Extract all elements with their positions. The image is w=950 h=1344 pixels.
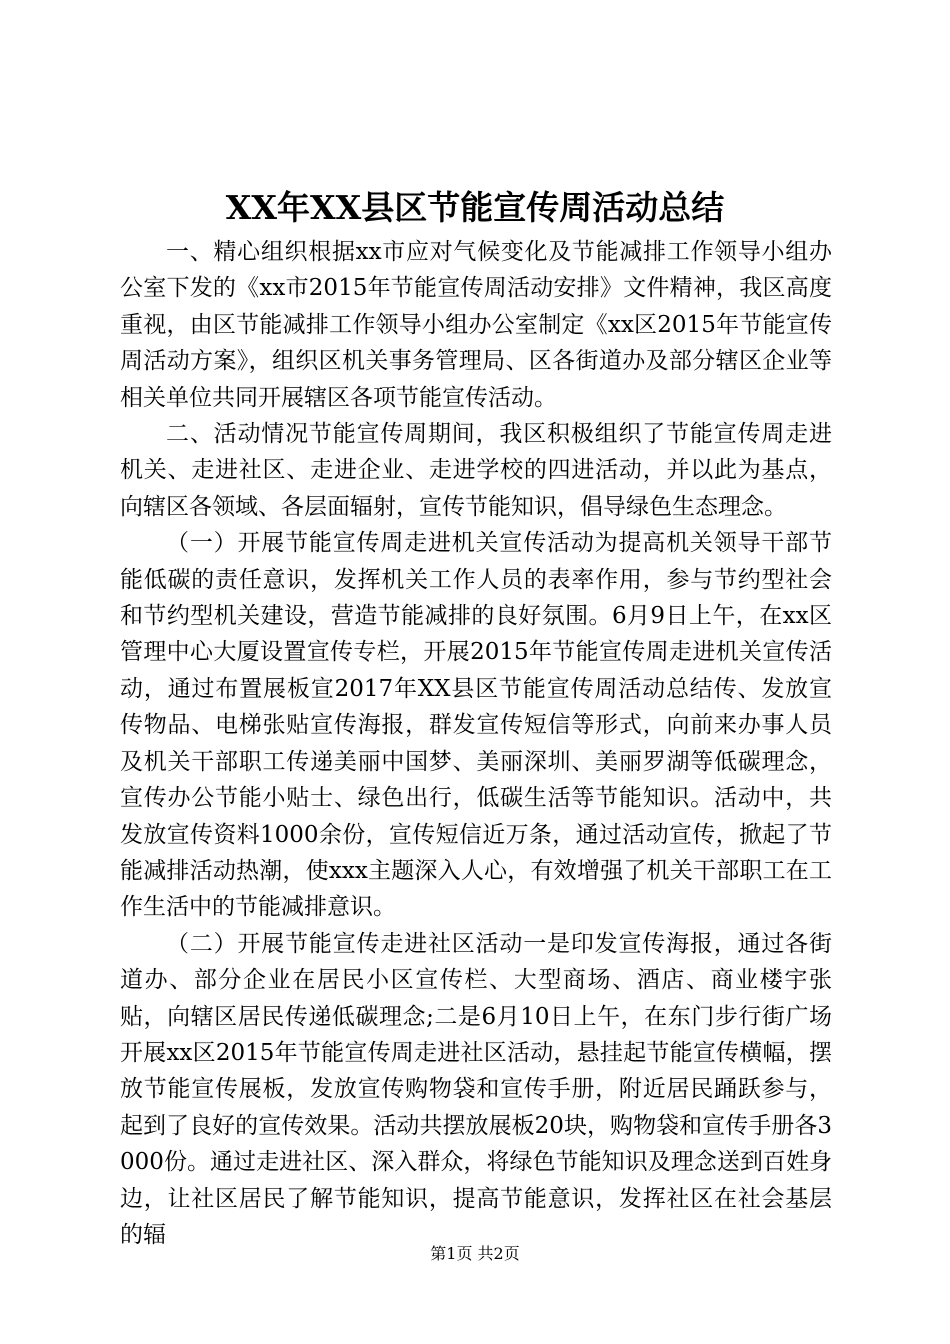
paragraph-agency-campaign: （一）开展节能宣传周走进机关宣传活动为提高机关领导干部节能低碳的责任意识，发挥机关工作人员的表率作用，参与节约型社会和节约型机关建设，营造节能减排的良好氛围。6月9日上午，在xx区管理中心大厦设置宣传专栏，开展2015年节能宣传周走进机关宣传活动，通过布置展板宣2017年XX县区节能宣传周活动总结传、发放宣传物品、电梯张贴宣传海报，群发宣传短信等形式，向前来办事人员及机关干部职工传递美丽中国梦、美丽深圳、美丽罗湖等低碳理念，宣传办公节能小贴士、绿色出行，低碳生活等节能知识。活动中，共发放宣传资料1000余份，宣传短信近万条，通过活动宣传，掀起了节能减排活动热潮，使xxx主题深入人心，有效增强了机关干部职工在工作生活中的节能减排意识。 xyxy=(120,530,832,921)
document-title: XX年XX县区节能宣传周活动总结 xyxy=(225,188,725,227)
page-number: 第1页 共2页 xyxy=(430,1244,520,1263)
paragraph-community-campaign: （二）开展节能宣传走进社区活动一是印发宣传海报，通过各街道办、部分企业在居民小区宣传栏、大型商场、酒店、商业楼宇张贴，向辖区居民传递低碳理念;二是6月10日上午，在东门步行街广场开展xx区2015年节能宣传周走进社区活动，悬挂起节能宣传横幅，摆放节能宣传展板，发放宣传购物袋和宣传手册，附近居民踊跃参与，起到了良好的宣传效果。活动共摆放展板20块，购物袋和宣传手册各3000份。通过走进社区、深入群众，将绿色节能知识及理念送到百姓身边，让社区居民了解节能知识，提高节能意识，发挥社区在社会基层的辐 xyxy=(120,930,832,1248)
document-body xyxy=(120,234,832,1253)
paragraph-activity-overview: 二、活动情况节能宣传周期间，我区积极组织了节能宣传周走进机关、走进社区、走进企业、走进学校的四进活动，并以此为基点，向辖区各领域、各层面辐射，宣传节能知识，倡导绿色生态理念。 xyxy=(120,421,832,520)
paragraph-organization: 一、精心组织根据xx市应对气候变化及节能减排工作领导小组办公室下发的《xx市2015年节能宣传周活动安排》文件精神，我区高度重视，由区节能减排工作领导小组办公室制定《xx区2015年节能宣传周活动方案》，组织区机关事务管理局、区各街道办及部分辖区企业等相关单位共同开展辖区各项节能宣传活动。 xyxy=(120,239,832,411)
